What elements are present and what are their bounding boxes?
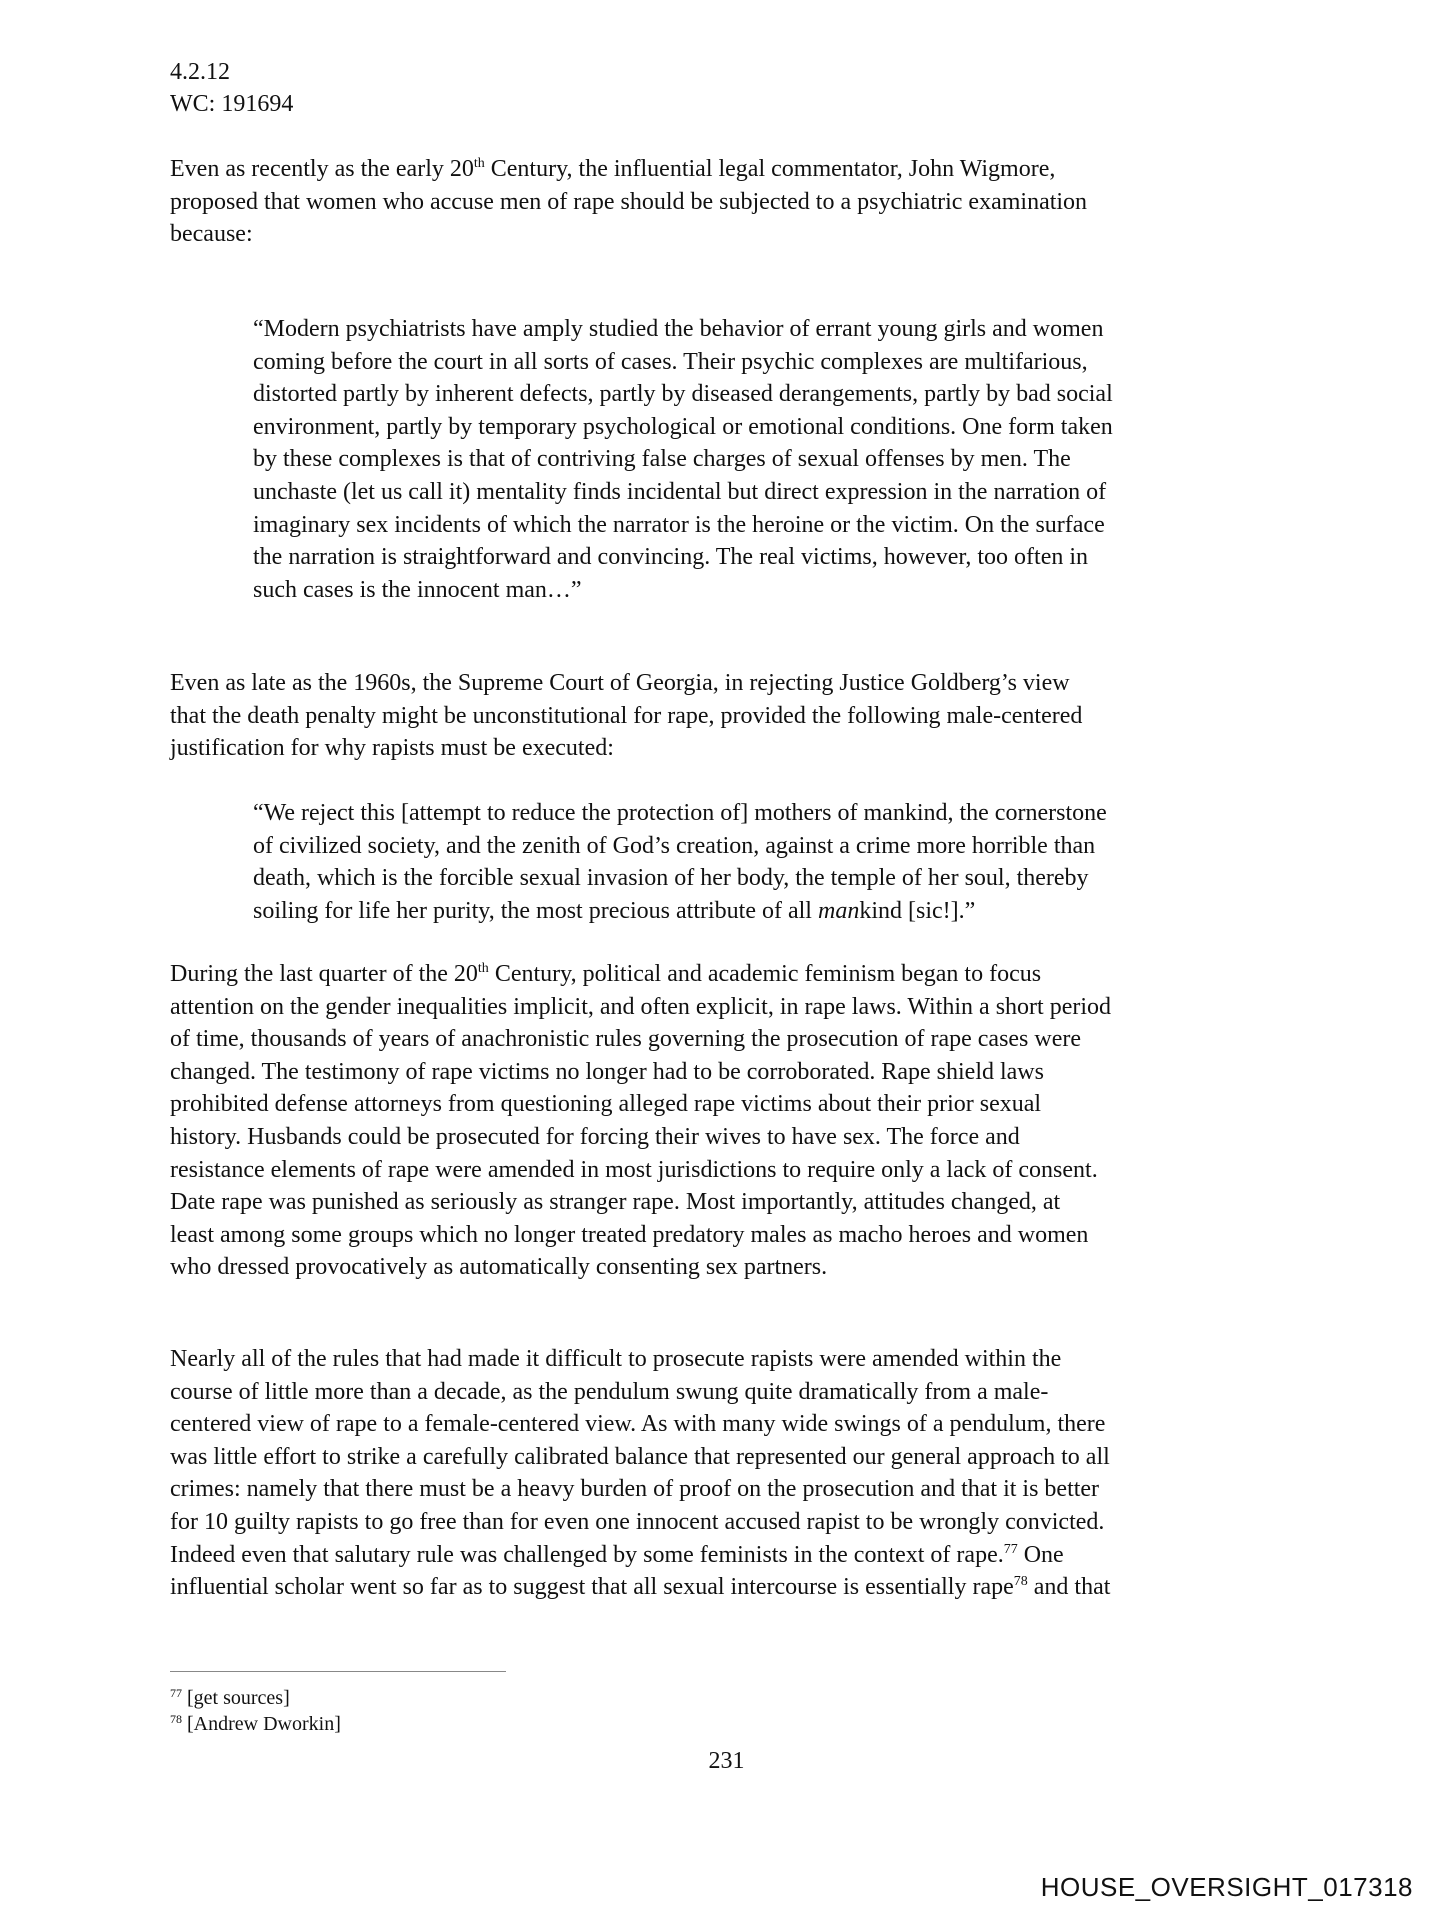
paragraph-pendulum: Nearly all of the rules that had made it difficult to prosecute rapists were amended within the course of little more than a decade, as the pendulum swung quite dramatically from a male- centered view of rape to a female-centered view. As with many wide swings of a pendulum, there was little effort to strike a carefully calibrated balance that represented our general approach to all crimes: namely that there must be a heavy burden of proof on the prosecution and that it is better for 10 guilty rapists to go free than for even one innocent accused rapist to be wrongly convicted. Indeed even that salutary rule was challenged by some feminists in the context of rape.$^{77}$ One influential scholar went so far as to suggest that all sexual intercourse is essentially rape$^{78}$ and that [170, 1346, 1111, 1601]
footnote-number: 78 [170, 1712, 182, 1726]
word-count: WC: 191694 [170, 91, 294, 117]
block-quote-georgia: “We reject this [attempt to reduce the protection of] mothers of mankind, the cornerstone of civilized society, and the zenith of God’s creation, against a crime more horrible than death, which is the forcible sexual invasion of her body, the temple of her soul, thereby soiling for life her purity, the most precious attribute of all mankind [sic!].” [253, 800, 1107, 924]
superscript: th [473, 156, 485, 171]
footnote-divider [170, 1671, 506, 1672]
footnotes [170, 1685, 341, 1737]
draft-date: 4.2.12 [170, 59, 230, 85]
bates-number: HOUSE_OVERSIGHT_017318 [1040, 1872, 1413, 1902]
document-header [170, 56, 293, 120]
footnote-number: 77 [170, 1686, 182, 1700]
block-quote-wigmore: “Modern psychiatrists have amply studied the behavior of errant young girls and women coming before the court in all sorts of cases. Their psychic complexes are multifarious, distorted partly by inherent defects, partly by diseased derangements, partly by bad social environment, partly by temporary psychological or emotional conditions. One form taken by these complexes is that of contriving false charges of sexual offenses by men. The unchaste (let us call it) mentality finds incidental but direct expression in the narration of imaginary sex incidents of which the narrator is the heroine or the victim. On the surface the narration is straightforward and convincing. The real victims, however, too often in such cases is the innocent man…” [253, 316, 1113, 603]
paragraph-wigmore-intro: Even as recently as the early 20th Century, the influential legal commentator, John Wigmore, proposed that women who accuse men of rape should be subjected to a psychiatric examination because: [170, 156, 1088, 248]
page-number: 231 [708, 1748, 745, 1774]
italic-emphasis: man [817, 897, 860, 924]
paragraph-feminism: During the last quarter of the 20th Century, political and academic feminism began to focus attention on the gender inequalities implicit, and often explicit, in rape laws. Within a short period of time, thousands of years of anachronistic rules governing the prosecution of rape cases were changed. The testimony of rape victims no longer had to be corroborated. Rape shield laws prohibited defense attorneys from questioning alleged rape victims about their prior sexual history. Husbands could be prosecuted for forcing their wives to have sex. The force and resistance elements of rape were amended in most jurisdictions to require only a lack of consent. Date rape was punished as seriously as stranger rape. Most importantly, attitudes changed, at least among some groups which no longer treated predatory males as macho heroes and women who dressed provocatively as automatically consenting sex partners. [170, 961, 1112, 1281]
paragraph-georgia-court: Even as late as the 1960s, the Supreme Court of Georgia, in rejecting Justice Goldberg’s view that the death penalty might be unconstitutional for rape, provided the following male-centered justification for why rapists must be executed: [170, 670, 1083, 762]
footnote: $^{77}$ [get sources] [170, 1686, 290, 1709]
footnote-reference[interactable]: 78 [1013, 1574, 1028, 1590]
superscript: th [477, 961, 489, 976]
footnote-reference[interactable]: 77 [1003, 1541, 1018, 1557]
footnote: $^{78}$ [Andrew Dworkin] [170, 1712, 341, 1735]
